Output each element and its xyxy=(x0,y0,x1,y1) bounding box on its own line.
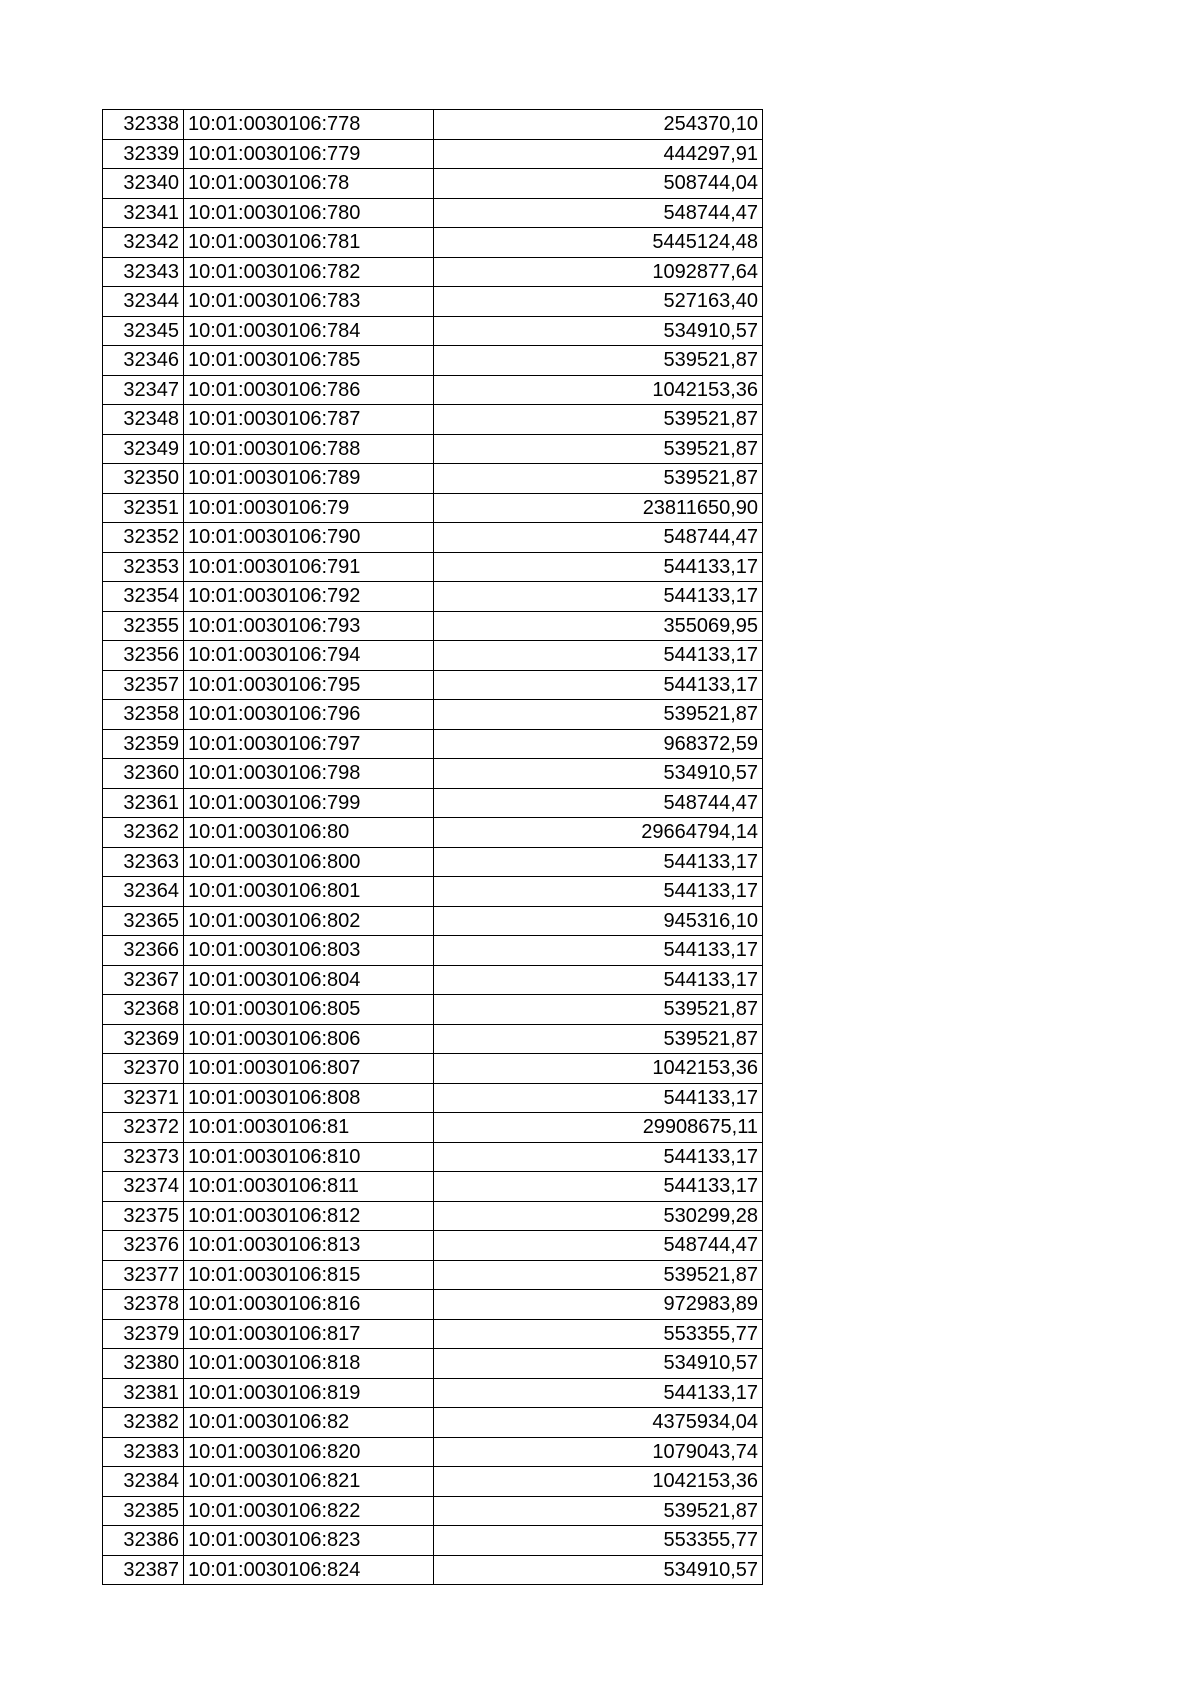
table-row xyxy=(103,1083,763,1113)
row-number-cell: 32369 xyxy=(103,1024,184,1054)
cadastral-number-cell: 10:01:0030106:806 xyxy=(184,1024,434,1054)
value-cell: 534910,57 xyxy=(434,759,763,789)
table-row xyxy=(103,523,763,553)
row-number-cell: 32386 xyxy=(103,1526,184,1556)
value-cell: 539521,87 xyxy=(434,700,763,730)
row-number-cell: 32377 xyxy=(103,1260,184,1290)
cadastral-number-cell: 10:01:0030106:786 xyxy=(184,375,434,405)
table-row xyxy=(103,877,763,907)
row-number-cell: 32366 xyxy=(103,936,184,966)
row-number-cell: 32353 xyxy=(103,552,184,582)
value-cell: 544133,17 xyxy=(434,1083,763,1113)
row-number-cell: 32385 xyxy=(103,1496,184,1526)
table-row xyxy=(103,1496,763,1526)
row-number-cell: 32387 xyxy=(103,1555,184,1585)
cadastral-number-cell: 10:01:0030106:822 xyxy=(184,1496,434,1526)
value-cell: 23811650,90 xyxy=(434,493,763,523)
table-row xyxy=(103,287,763,317)
value-cell: 945316,10 xyxy=(434,906,763,936)
cadastral-number-cell: 10:01:0030106:811 xyxy=(184,1172,434,1202)
row-number-cell: 32355 xyxy=(103,611,184,641)
row-number-cell: 32347 xyxy=(103,375,184,405)
row-number-cell: 32378 xyxy=(103,1290,184,1320)
row-number-cell: 32354 xyxy=(103,582,184,612)
table-row xyxy=(103,1260,763,1290)
cadastral-number-cell: 10:01:0030106:802 xyxy=(184,906,434,936)
row-number-cell: 32373 xyxy=(103,1142,184,1172)
value-cell: 539521,87 xyxy=(434,405,763,435)
table-row xyxy=(103,257,763,287)
value-cell: 544133,17 xyxy=(434,641,763,671)
table-row xyxy=(103,670,763,700)
table-row xyxy=(103,434,763,464)
cadastral-number-cell: 10:01:0030106:795 xyxy=(184,670,434,700)
value-cell: 548744,47 xyxy=(434,198,763,228)
cadastral-number-cell: 10:01:0030106:824 xyxy=(184,1555,434,1585)
row-number-cell: 32358 xyxy=(103,700,184,730)
cadastral-number-cell: 10:01:0030106:791 xyxy=(184,552,434,582)
value-cell: 29908675,11 xyxy=(434,1113,763,1143)
value-cell: 544133,17 xyxy=(434,582,763,612)
table-row xyxy=(103,1054,763,1084)
table-row xyxy=(103,788,763,818)
row-number-cell: 32339 xyxy=(103,139,184,169)
row-number-cell: 32367 xyxy=(103,965,184,995)
value-cell: 539521,87 xyxy=(434,1024,763,1054)
table-row xyxy=(103,936,763,966)
row-number-cell: 32383 xyxy=(103,1437,184,1467)
row-number-cell: 32360 xyxy=(103,759,184,789)
cadastral-number-cell: 10:01:0030106:80 xyxy=(184,818,434,848)
row-number-cell: 32363 xyxy=(103,847,184,877)
value-cell: 527163,40 xyxy=(434,287,763,317)
value-cell: 539521,87 xyxy=(434,434,763,464)
table-row xyxy=(103,346,763,376)
row-number-cell: 32349 xyxy=(103,434,184,464)
table-row xyxy=(103,995,763,1025)
table-row xyxy=(103,198,763,228)
row-number-cell: 32361 xyxy=(103,788,184,818)
table-row xyxy=(103,700,763,730)
table-row xyxy=(103,1142,763,1172)
cadastral-number-cell: 10:01:0030106:813 xyxy=(184,1231,434,1261)
cadastral-number-cell: 10:01:0030106:801 xyxy=(184,877,434,907)
cadastral-number-cell: 10:01:0030106:789 xyxy=(184,464,434,494)
table-row xyxy=(103,228,763,258)
value-cell: 544133,17 xyxy=(434,847,763,877)
row-number-cell: 32375 xyxy=(103,1201,184,1231)
table-row xyxy=(103,1408,763,1438)
table-row xyxy=(103,818,763,848)
value-cell: 4375934,04 xyxy=(434,1408,763,1438)
table-row xyxy=(103,493,763,523)
row-number-cell: 32371 xyxy=(103,1083,184,1113)
table-row xyxy=(103,552,763,582)
value-cell: 534910,57 xyxy=(434,1555,763,1585)
value-cell: 544133,17 xyxy=(434,936,763,966)
value-cell: 972983,89 xyxy=(434,1290,763,1320)
cadastral-number-cell: 10:01:0030106:808 xyxy=(184,1083,434,1113)
value-cell: 548744,47 xyxy=(434,788,763,818)
table-row xyxy=(103,1024,763,1054)
table-row xyxy=(103,1378,763,1408)
value-cell: 539521,87 xyxy=(434,464,763,494)
row-number-cell: 32348 xyxy=(103,405,184,435)
row-number-cell: 32350 xyxy=(103,464,184,494)
data-table xyxy=(102,109,763,1585)
value-cell: 539521,87 xyxy=(434,995,763,1025)
row-number-cell: 32346 xyxy=(103,346,184,376)
table-row xyxy=(103,1231,763,1261)
row-number-cell: 32341 xyxy=(103,198,184,228)
row-number-cell: 32384 xyxy=(103,1467,184,1497)
table-row xyxy=(103,847,763,877)
value-cell: 355069,95 xyxy=(434,611,763,641)
row-number-cell: 32382 xyxy=(103,1408,184,1438)
cadastral-number-cell: 10:01:0030106:805 xyxy=(184,995,434,1025)
cadastral-number-cell: 10:01:0030106:78 xyxy=(184,169,434,199)
table-row xyxy=(103,1349,763,1379)
row-number-cell: 32344 xyxy=(103,287,184,317)
row-number-cell: 32351 xyxy=(103,493,184,523)
table-row xyxy=(103,965,763,995)
cadastral-number-cell: 10:01:0030106:793 xyxy=(184,611,434,641)
table-row xyxy=(103,464,763,494)
cadastral-number-cell: 10:01:0030106:780 xyxy=(184,198,434,228)
table-row xyxy=(103,582,763,612)
table-row xyxy=(103,1437,763,1467)
value-cell: 548744,47 xyxy=(434,523,763,553)
table-row xyxy=(103,169,763,199)
cadastral-number-cell: 10:01:0030106:787 xyxy=(184,405,434,435)
row-number-cell: 32370 xyxy=(103,1054,184,1084)
table-row xyxy=(103,1290,763,1320)
value-cell: 534910,57 xyxy=(434,316,763,346)
row-number-cell: 32345 xyxy=(103,316,184,346)
row-number-cell: 32365 xyxy=(103,906,184,936)
row-number-cell: 32359 xyxy=(103,729,184,759)
cadastral-number-cell: 10:01:0030106:817 xyxy=(184,1319,434,1349)
value-cell: 544133,17 xyxy=(434,1172,763,1202)
row-number-cell: 32372 xyxy=(103,1113,184,1143)
cadastral-number-cell: 10:01:0030106:796 xyxy=(184,700,434,730)
value-cell: 29664794,14 xyxy=(434,818,763,848)
cadastral-number-cell: 10:01:0030106:807 xyxy=(184,1054,434,1084)
value-cell: 530299,28 xyxy=(434,1201,763,1231)
row-number-cell: 32343 xyxy=(103,257,184,287)
table-row xyxy=(103,1172,763,1202)
cadastral-number-cell: 10:01:0030106:804 xyxy=(184,965,434,995)
row-number-cell: 32342 xyxy=(103,228,184,258)
row-number-cell: 32356 xyxy=(103,641,184,671)
row-number-cell: 32338 xyxy=(103,110,184,140)
row-number-cell: 32374 xyxy=(103,1172,184,1202)
row-number-cell: 32364 xyxy=(103,877,184,907)
cadastral-number-cell: 10:01:0030106:815 xyxy=(184,1260,434,1290)
table-row xyxy=(103,375,763,405)
value-cell: 254370,10 xyxy=(434,110,763,140)
value-cell: 1042153,36 xyxy=(434,1054,763,1084)
table-row xyxy=(103,1555,763,1585)
cadastral-number-cell: 10:01:0030106:788 xyxy=(184,434,434,464)
cadastral-number-cell: 10:01:0030106:784 xyxy=(184,316,434,346)
cadastral-number-cell: 10:01:0030106:79 xyxy=(184,493,434,523)
row-number-cell: 32362 xyxy=(103,818,184,848)
value-cell: 508744,04 xyxy=(434,169,763,199)
cadastral-number-cell: 10:01:0030106:820 xyxy=(184,1437,434,1467)
value-cell: 544133,17 xyxy=(434,552,763,582)
value-cell: 544133,17 xyxy=(434,1378,763,1408)
row-number-cell: 32357 xyxy=(103,670,184,700)
table-row xyxy=(103,1201,763,1231)
table-row xyxy=(103,1319,763,1349)
value-cell: 544133,17 xyxy=(434,965,763,995)
table-row xyxy=(103,1467,763,1497)
value-cell: 534910,57 xyxy=(434,1349,763,1379)
table-row xyxy=(103,405,763,435)
cadastral-number-cell: 10:01:0030106:779 xyxy=(184,139,434,169)
cadastral-number-cell: 10:01:0030106:798 xyxy=(184,759,434,789)
cadastral-number-cell: 10:01:0030106:781 xyxy=(184,228,434,258)
value-cell: 539521,87 xyxy=(434,346,763,376)
row-number-cell: 32352 xyxy=(103,523,184,553)
value-cell: 539521,87 xyxy=(434,1260,763,1290)
value-cell: 544133,17 xyxy=(434,1142,763,1172)
value-cell: 548744,47 xyxy=(434,1231,763,1261)
cadastral-number-cell: 10:01:0030106:790 xyxy=(184,523,434,553)
value-cell: 539521,87 xyxy=(434,1496,763,1526)
table-row xyxy=(103,906,763,936)
cadastral-number-cell: 10:01:0030106:819 xyxy=(184,1378,434,1408)
value-cell: 1042153,36 xyxy=(434,375,763,405)
value-cell: 553355,77 xyxy=(434,1319,763,1349)
table-row xyxy=(103,759,763,789)
row-number-cell: 32340 xyxy=(103,169,184,199)
table-row xyxy=(103,1113,763,1143)
cadastral-number-cell: 10:01:0030106:797 xyxy=(184,729,434,759)
cadastral-number-cell: 10:01:0030106:782 xyxy=(184,257,434,287)
row-number-cell: 32379 xyxy=(103,1319,184,1349)
value-cell: 5445124,48 xyxy=(434,228,763,258)
value-cell: 553355,77 xyxy=(434,1526,763,1556)
row-number-cell: 32376 xyxy=(103,1231,184,1261)
row-number-cell: 32368 xyxy=(103,995,184,1025)
value-cell: 1079043,74 xyxy=(434,1437,763,1467)
cadastral-number-cell: 10:01:0030106:792 xyxy=(184,582,434,612)
cadastral-number-cell: 10:01:0030106:812 xyxy=(184,1201,434,1231)
value-cell: 968372,59 xyxy=(434,729,763,759)
cadastral-number-cell: 10:01:0030106:799 xyxy=(184,788,434,818)
cadastral-number-cell: 10:01:0030106:82 xyxy=(184,1408,434,1438)
table-row xyxy=(103,641,763,671)
cadastral-number-cell: 10:01:0030106:816 xyxy=(184,1290,434,1320)
table-row xyxy=(103,139,763,169)
value-cell: 444297,91 xyxy=(434,139,763,169)
cadastral-number-cell: 10:01:0030106:803 xyxy=(184,936,434,966)
value-cell: 544133,17 xyxy=(434,670,763,700)
cadastral-number-cell: 10:01:0030106:778 xyxy=(184,110,434,140)
cadastral-number-cell: 10:01:0030106:818 xyxy=(184,1349,434,1379)
table-row xyxy=(103,316,763,346)
cadastral-number-cell: 10:01:0030106:81 xyxy=(184,1113,434,1143)
row-number-cell: 32381 xyxy=(103,1378,184,1408)
table-row xyxy=(103,729,763,759)
cadastral-number-cell: 10:01:0030106:821 xyxy=(184,1467,434,1497)
cadastral-number-cell: 10:01:0030106:823 xyxy=(184,1526,434,1556)
value-cell: 1092877,64 xyxy=(434,257,763,287)
cadastral-number-cell: 10:01:0030106:794 xyxy=(184,641,434,671)
table-body xyxy=(103,110,763,1585)
table-row xyxy=(103,611,763,641)
value-cell: 1042153,36 xyxy=(434,1467,763,1497)
value-cell: 544133,17 xyxy=(434,877,763,907)
cadastral-number-cell: 10:01:0030106:783 xyxy=(184,287,434,317)
table-row xyxy=(103,1526,763,1556)
cadastral-number-cell: 10:01:0030106:800 xyxy=(184,847,434,877)
spreadsheet-page xyxy=(102,109,762,1585)
cadastral-number-cell: 10:01:0030106:785 xyxy=(184,346,434,376)
row-number-cell: 32380 xyxy=(103,1349,184,1379)
cadastral-number-cell: 10:01:0030106:810 xyxy=(184,1142,434,1172)
table-row xyxy=(103,110,763,140)
